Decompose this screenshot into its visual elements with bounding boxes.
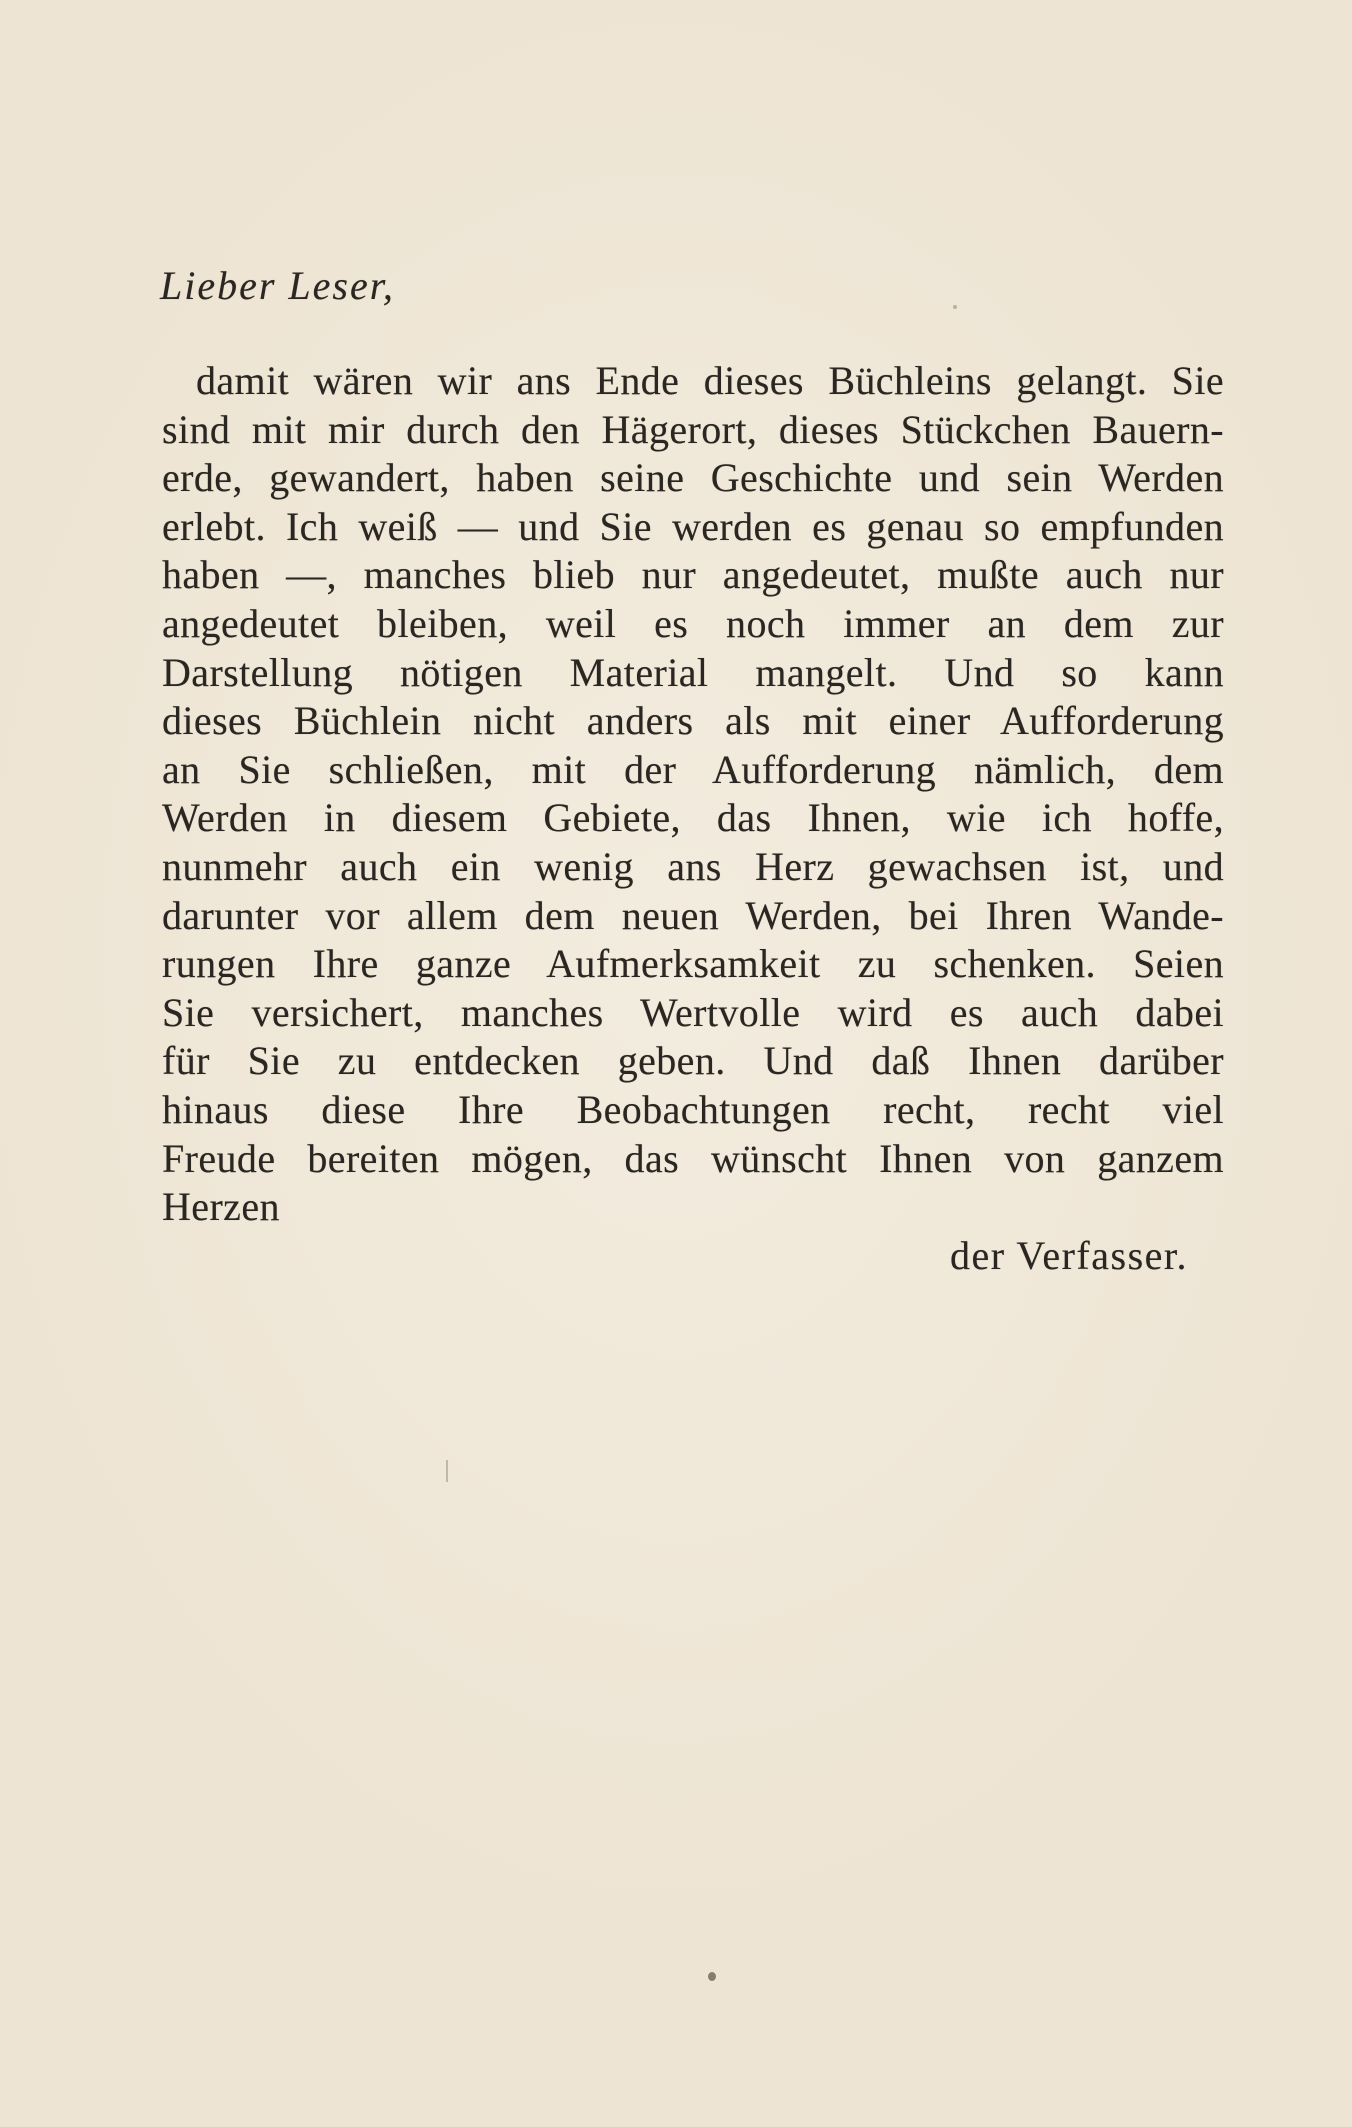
paper-speck [708,1972,716,1981]
paper-scratch [446,1460,448,1482]
body-line: Darstellung nötigen Material mangelt. Und so kann [162,649,1224,695]
letter-body [162,357,1224,1280]
body-line: erde, gewandert, haben seine Geschichte und sein Werden [162,455,1224,501]
body-line: darunter vor allem dem neuen Werden, bei Ihren Wande- [162,892,1224,938]
salutation: Lieber Leser, [160,263,395,308]
body-line: Freude bereiten mögen, das wünscht Ihnen von ganzem [162,1135,1224,1181]
body-line: Herzen [162,1184,280,1230]
body-line: rungen Ihre ganze Aufmerksamkeit zu schenken. Seien [162,941,1224,987]
paper-speck [953,305,957,309]
body-line: an Sie schließen, mit der Aufforderung nämlich, dem [162,746,1224,792]
body-line: dieses Büchlein nicht anders als mit einer Aufforderung [162,698,1224,744]
signature: der Verfasser. [950,1232,1188,1278]
body-line: hinaus diese Ihre Beobachtungen recht, recht viel [162,1086,1224,1132]
body-line: angedeutet bleiben, weil es noch immer an dem zur [162,600,1224,646]
body-line: erlebt. Ich weiß — und Sie werden es genau so empfunden [162,503,1224,549]
body-line: haben —, manches blieb nur angedeutet, mußte auch nur [162,552,1224,598]
body-line: Sie versichert, manches Wertvolle wird es auch dabei [162,989,1224,1035]
body-line: Werden in diesem Gebiete, das Ihnen, wie ich hoffe, [162,795,1224,841]
body-line: damit wären wir ans Ende dieses Büchleins gelangt. Sie [196,358,1224,403]
body-line: sind mit mir durch den Hägerort, dieses Stückchen Bauern- [162,406,1224,452]
body-line: nunmehr auch ein wenig ans Herz gewachsen ist, und [162,843,1224,889]
body-line: für Sie zu entdecken geben. Und daß Ihnen darüber [162,1038,1224,1084]
